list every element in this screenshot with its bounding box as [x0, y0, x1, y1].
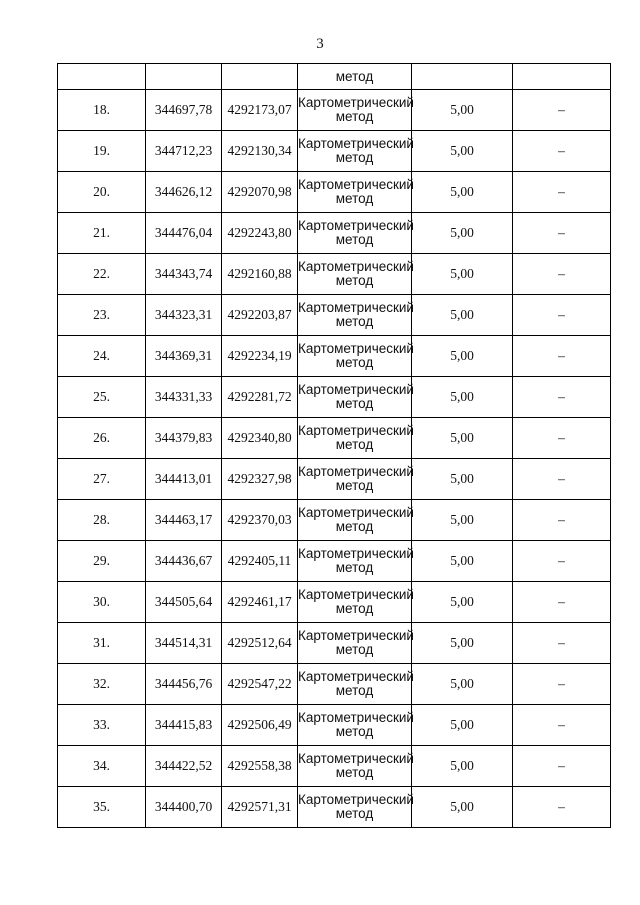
cell-note: – [513, 90, 611, 131]
method-line-1: Картометрический [298, 710, 414, 725]
cell-y: 4292370,03 [222, 500, 298, 541]
cell-note: – [513, 623, 611, 664]
table-row [58, 664, 611, 705]
table-row [58, 336, 611, 377]
cell-method [298, 787, 412, 828]
cell-method [298, 131, 412, 172]
cell-method [298, 582, 412, 623]
cell-note: – [513, 746, 611, 787]
cell-y: 4292512,64 [222, 623, 298, 664]
cell-accuracy: 5,00 [412, 623, 513, 664]
cell-note: – [513, 295, 611, 336]
method-line-1: Картометрический [298, 628, 414, 643]
cell-x: 344697,78 [146, 90, 222, 131]
table-row [58, 541, 611, 582]
cell-accuracy: 5,00 [412, 213, 513, 254]
cell-y: 4292281,72 [222, 377, 298, 418]
cell-y: 4292461,17 [222, 582, 298, 623]
cell-method [298, 541, 412, 582]
cell-x: 344400,70 [146, 787, 222, 828]
method-line-1: Картометрический [298, 751, 414, 766]
cell-x: 344712,23 [146, 131, 222, 172]
cell-x: 344505,64 [146, 582, 222, 623]
cell-num: 32. [58, 664, 146, 705]
table-row [58, 254, 611, 295]
cell-y: 4292340,80 [222, 418, 298, 459]
table-row [58, 295, 611, 336]
cell-num: 30. [58, 582, 146, 623]
method-line-1: Картометрический [298, 136, 414, 151]
cell-accuracy: 5,00 [412, 295, 513, 336]
method-line-2: метод [335, 642, 374, 657]
method-line-2: метод [335, 273, 374, 288]
table-row [58, 172, 611, 213]
table-row [58, 131, 611, 172]
cell-method [298, 500, 412, 541]
cell-note: – [513, 131, 611, 172]
cell-num: 22. [58, 254, 146, 295]
cell-accuracy: 5,00 [412, 500, 513, 541]
cell-note [513, 64, 611, 90]
cell-x: 344514,31 [146, 623, 222, 664]
method-line-1: Картометрический [298, 587, 414, 602]
cell-method [298, 172, 412, 213]
cell-y: 4292070,98 [222, 172, 298, 213]
cell-y: 4292327,98 [222, 459, 298, 500]
cell-method [298, 336, 412, 377]
cell-accuracy: 5,00 [412, 131, 513, 172]
method-line-1: Картометрический [298, 464, 414, 479]
method-line-2: метод [335, 355, 374, 370]
cell-note: – [513, 377, 611, 418]
method-line-2: метод [335, 109, 374, 124]
cell-num: 21. [58, 213, 146, 254]
cell-method [298, 705, 412, 746]
cell-method [298, 418, 412, 459]
method-line-2: метод [335, 683, 374, 698]
cell-x: 344463,17 [146, 500, 222, 541]
method-line-2: метод [335, 806, 374, 821]
method-line-1: Картометрический [298, 218, 414, 233]
method-line-2: метод [335, 478, 374, 493]
method-line-1: Картометрический [298, 300, 414, 315]
cell-num: 31. [58, 623, 146, 664]
cell-x: 344323,31 [146, 295, 222, 336]
cell-method [298, 90, 412, 131]
cell-accuracy [412, 64, 513, 90]
cell-note: – [513, 172, 611, 213]
cell-x: 344415,83 [146, 705, 222, 746]
cell-x: 344343,74 [146, 254, 222, 295]
continuation-row [58, 64, 611, 90]
table-row [58, 213, 611, 254]
method-line-1: Картометрический [298, 341, 414, 356]
cell-num: 26. [58, 418, 146, 459]
table-row [58, 787, 611, 828]
cell-note: – [513, 336, 611, 377]
method-line-1: Картометрический [298, 177, 414, 192]
cell-accuracy: 5,00 [412, 336, 513, 377]
table-row [58, 582, 611, 623]
table-row [58, 623, 611, 664]
cell-x: 344626,12 [146, 172, 222, 213]
cell-y: 4292547,22 [222, 664, 298, 705]
cell-x: 344413,01 [146, 459, 222, 500]
cell-x: 344422,52 [146, 746, 222, 787]
cell-num: 33. [58, 705, 146, 746]
cell-method: метод [298, 64, 412, 90]
cell-num: 20. [58, 172, 146, 213]
cell-y: 4292405,11 [222, 541, 298, 582]
cell-num: 24. [58, 336, 146, 377]
cell-note: – [513, 582, 611, 623]
coordinates-table-body [58, 64, 611, 828]
cell-note: – [513, 213, 611, 254]
cell-note: – [513, 418, 611, 459]
cell-num: 19. [58, 131, 146, 172]
method-line-1: Картометрический [298, 259, 414, 274]
cell-y: 4292571,31 [222, 787, 298, 828]
table-row [58, 705, 611, 746]
cell-y: 4292558,38 [222, 746, 298, 787]
cell-num: 34. [58, 746, 146, 787]
cell-note: – [513, 664, 611, 705]
cell-accuracy: 5,00 [412, 172, 513, 213]
method-line-2: метод [335, 601, 374, 616]
page-number: 3 [316, 36, 324, 52]
cell-method [298, 213, 412, 254]
cell-note: – [513, 459, 611, 500]
method-line-1: Картометрический [298, 423, 414, 438]
cell-accuracy: 5,00 [412, 459, 513, 500]
method-line-1: Картометрический [298, 669, 414, 684]
method-line-2: метод [335, 437, 374, 452]
cell-num: 23. [58, 295, 146, 336]
cell-accuracy: 5,00 [412, 582, 513, 623]
table-row [58, 746, 611, 787]
method-line-2: метод [335, 150, 374, 165]
table-row [58, 418, 611, 459]
cell-accuracy: 5,00 [412, 418, 513, 459]
cell-num: 25. [58, 377, 146, 418]
method-line-1: Картометрический [298, 546, 414, 561]
cell-note: – [513, 500, 611, 541]
cell-num [58, 64, 146, 90]
cell-num: 28. [58, 500, 146, 541]
method-line-2: метод [335, 765, 374, 780]
method-line-2: метод [335, 519, 374, 534]
cell-note: – [513, 254, 611, 295]
method-line-2: метод [335, 191, 374, 206]
method-line-2: метод [335, 396, 374, 411]
cell-accuracy: 5,00 [412, 541, 513, 582]
cell-x: 344456,76 [146, 664, 222, 705]
coordinates-table [57, 63, 611, 828]
table-row [58, 377, 611, 418]
cell-y: 4292160,88 [222, 254, 298, 295]
cell-y [222, 64, 298, 90]
method-line-2: метод [335, 560, 374, 575]
cell-num: 29. [58, 541, 146, 582]
method-line-1: Картометрический [298, 792, 414, 807]
cell-x: 344331,33 [146, 377, 222, 418]
cell-y: 4292243,80 [222, 213, 298, 254]
cell-num: 27. [58, 459, 146, 500]
cell-accuracy: 5,00 [412, 254, 513, 295]
cell-note: – [513, 541, 611, 582]
method-line-2: метод [335, 314, 374, 329]
cell-x [146, 64, 222, 90]
cell-method [298, 295, 412, 336]
cell-y: 4292203,87 [222, 295, 298, 336]
cell-y: 4292130,34 [222, 131, 298, 172]
cell-x: 344379,83 [146, 418, 222, 459]
cell-method [298, 746, 412, 787]
cell-note: – [513, 787, 611, 828]
cell-y: 4292506,49 [222, 705, 298, 746]
cell-accuracy: 5,00 [412, 90, 513, 131]
cell-method [298, 377, 412, 418]
method-line-1: Картометрический [298, 95, 414, 110]
cell-y: 4292234,19 [222, 336, 298, 377]
method-line-2: метод [335, 232, 374, 247]
cell-note: – [513, 705, 611, 746]
cell-accuracy: 5,00 [412, 787, 513, 828]
cell-x: 344369,31 [146, 336, 222, 377]
cell-accuracy: 5,00 [412, 746, 513, 787]
cell-method [298, 664, 412, 705]
cell-accuracy: 5,00 [412, 705, 513, 746]
method-line-2: метод [335, 724, 374, 739]
table-row [58, 459, 611, 500]
cell-num: 35. [58, 787, 146, 828]
cell-method [298, 254, 412, 295]
cell-method [298, 623, 412, 664]
table-row [58, 90, 611, 131]
cell-x: 344476,04 [146, 213, 222, 254]
cell-accuracy: 5,00 [412, 664, 513, 705]
cell-method [298, 459, 412, 500]
cell-num: 18. [58, 90, 146, 131]
table-row [58, 500, 611, 541]
cell-x: 344436,67 [146, 541, 222, 582]
cell-y: 4292173,07 [222, 90, 298, 131]
method-line-1: Картометрический [298, 382, 414, 397]
method-line-1: Картометрический [298, 505, 414, 520]
cell-accuracy: 5,00 [412, 377, 513, 418]
